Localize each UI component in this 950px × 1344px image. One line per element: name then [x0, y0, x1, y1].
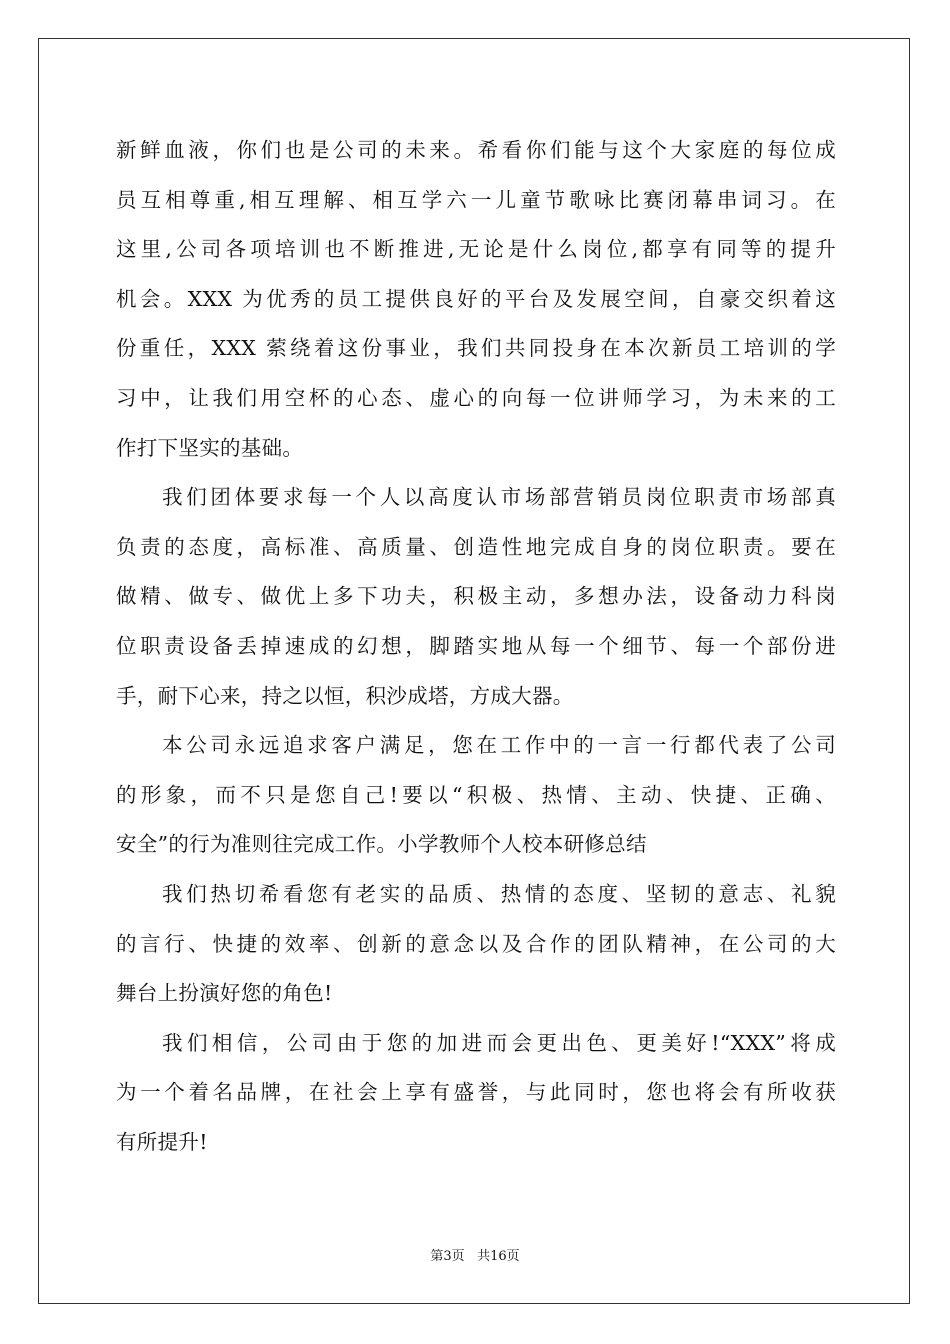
text-line: 的言行、快捷的效率、创新的意念以及合作的团队精神，在公司的大 — [116, 931, 836, 956]
text-line: 做精、做专、做优上多下功夫，积极主动，多想办法，设备动力科岗 — [116, 584, 836, 609]
text-line: 机会。XXX 为优秀的员工提供良好的平台及发展空间，自豪交织着这 — [116, 286, 836, 311]
page-number: 第3页 — [430, 1249, 465, 1264]
text-line: 手，耐下心来，持之以恒，积沙成塔，方成大器。 — [116, 683, 574, 708]
text-line: 的形象，而不只是您自己!要以“积极、热情、主动、快捷、正确、 — [116, 782, 836, 807]
paragraph-3 — [116, 721, 836, 870]
text-line: 员互相尊重,相互理解、相互学六一儿童节歌咏比赛闭幕串词习。在 — [116, 187, 836, 212]
text-line: 我们团体要求每一个人以高度认市场部营销员岗位职责市场部真 — [162, 485, 836, 510]
text-line: 习中，让我们用空杯的心态、虚心的向每一位讲师学习，为未来的工 — [116, 385, 836, 410]
text-line: 新鲜血液，你们也是公司的未来。希看你们能与这个大家庭的每位成 — [116, 138, 836, 162]
text-line: 为一个着名品牌，在社会上享有盛誉，与此同时，您也将会有所收获 — [116, 1080, 836, 1105]
text-line: 安全”的行为准则往完成工作。小学教师个人校本研修总结 — [116, 832, 647, 857]
text-line: 作打下坚实的基础。 — [116, 435, 304, 460]
paragraph-4 — [116, 870, 836, 1019]
text-line: 我们热切希看您有老实的品质、热情的态度、坚韧的意志、礼貌 — [162, 881, 836, 906]
text-line: 本公司永远追求客户满足，您在工作中的一言一行都代表了公司 — [162, 733, 836, 758]
text-line: 份重任，XXX 萦绕着这份事业，我们共同投身在本次新员工培训的学 — [116, 336, 836, 361]
page-total: 共16页 — [477, 1249, 520, 1264]
document-body — [116, 126, 836, 1167]
paragraph-2 — [116, 473, 836, 721]
paragraph-1 — [116, 126, 836, 473]
text-line: 有所提升! — [116, 1129, 208, 1154]
paragraph-5 — [116, 1019, 836, 1168]
text-line: 位职责设备丢掉速成的幻想，脚踏实地从每一个细节、每一个部份进 — [116, 633, 836, 658]
text-line: 负责的态度，高标准、高质量、创造性地完成自身的岗位职责。要在 — [116, 534, 836, 559]
text-line: 我们相信，公司由于您的加进而会更出色、更美好!“XXX”将成 — [162, 1030, 836, 1055]
text-line: 舞台上扮演好您的角色! — [116, 981, 333, 1006]
page-footer — [0, 1245, 950, 1264]
text-line: 这里,公司各项培训也不断推进,无论是什么岗位,都享有同等的提升 — [116, 237, 836, 262]
